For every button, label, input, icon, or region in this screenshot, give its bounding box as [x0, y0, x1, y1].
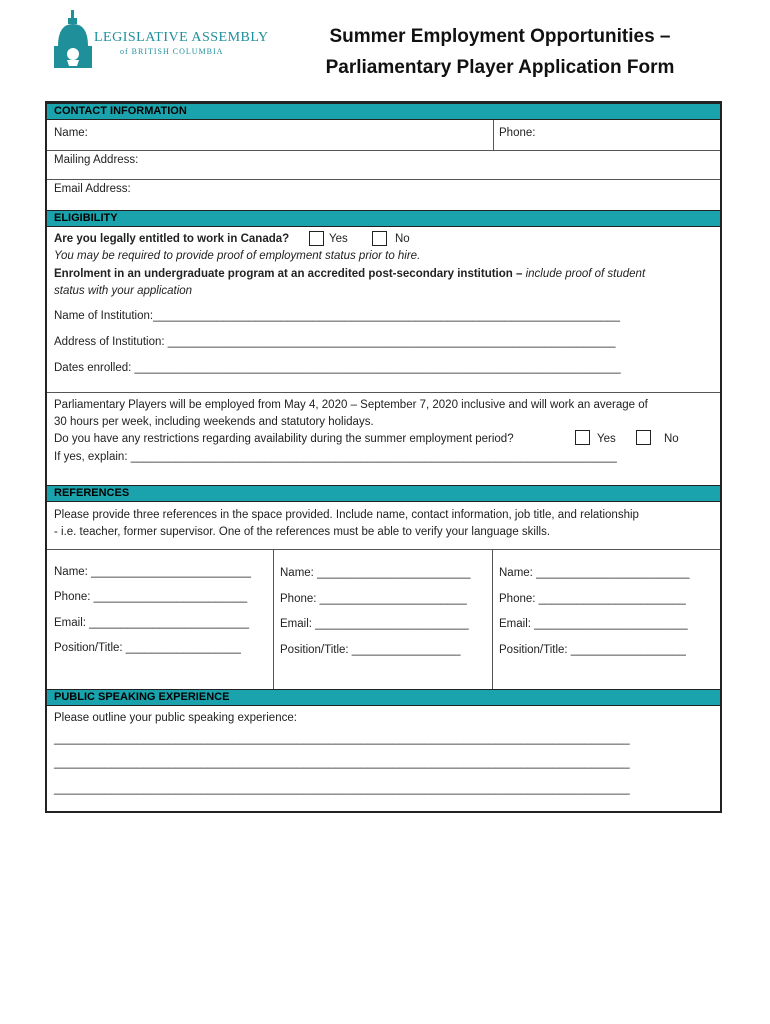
restrictions-explain-field[interactable]: If yes, explain: ____________________________________________________________________________: [54, 451, 617, 463]
references-intro-line2: - i.e. teacher, former supervisor. One of the references must be able to verify your language skills.: [54, 526, 551, 538]
reference-3-name-field[interactable]: Name: ________________________: [499, 567, 690, 579]
page-title-line1: Summer Employment Opportunities –: [329, 26, 671, 47]
employment-terms-line2: 30 hours per week, including weekends and statutory holidays.: [54, 416, 374, 428]
logo-title: LEGISLATIVE ASSEMBLY: [94, 30, 269, 45]
restrictions-no-checkbox[interactable]: [636, 430, 651, 445]
proof-note: You may be required to provide proof of employment status prior to hire.: [54, 250, 421, 262]
work-no-checkbox[interactable]: [372, 231, 387, 246]
institution-address-field[interactable]: Address of Institution: ______________________________________________________________________: [54, 336, 616, 348]
logo-subtitle: of BRITISH COLUMBIA: [120, 47, 224, 56]
reference-1-position-field[interactable]: Position/Title: __________________: [54, 642, 241, 654]
page-title-line2: Parliamentary Player Application Form: [325, 57, 675, 78]
reference-2-phone-field[interactable]: Phone: _______________________: [280, 593, 467, 605]
reference-3-phone-field[interactable]: Phone: _______________________: [499, 593, 686, 605]
eligibility-section-heading: ELIGIBILITY: [47, 210, 720, 227]
employment-terms-line1: Parliamentary Players will be employed from May 4, 2020 – September 7, 2020 inclusive and will work an average of: [54, 399, 648, 411]
speaking-answer-line[interactable]: __________________________________________________________________________________________: [54, 733, 630, 745]
reference-1-email-field[interactable]: Email: _________________________: [54, 617, 250, 629]
enrolment-requirement-italic: include proof of student: [525, 268, 646, 280]
name-field-label[interactable]: Name:: [54, 127, 88, 139]
reference-1-phone-field[interactable]: Phone: ________________________: [54, 591, 248, 603]
enrolment-requirement: [54, 268, 645, 280]
reference-3-email-field[interactable]: Email: ________________________: [499, 618, 688, 630]
restrictions-question: Do you have any restrictions regarding availability during the summer employment period?: [54, 433, 514, 445]
institution-name-field[interactable]: Name of Institution:_________________________________________________________________________: [54, 310, 620, 322]
mailing-address-field-label[interactable]: Mailing Address:: [54, 154, 139, 166]
divider: [493, 120, 494, 150]
work-eligibility-question: Are you legally entitled to work in Canada?: [54, 233, 290, 245]
speaking-answer-line[interactable]: __________________________________________________________________________________________: [54, 783, 630, 795]
enrolment-requirement-italic-2: status with your application: [54, 285, 193, 297]
divider: [47, 150, 720, 151]
work-yes-label: Yes: [329, 233, 348, 245]
reference-2-email-field[interactable]: Email: ________________________: [280, 618, 469, 630]
work-yes-checkbox[interactable]: [309, 231, 324, 246]
dates-enrolled-field[interactable]: Dates enrolled: ____________________________________________________________________________: [54, 362, 621, 374]
divider: [47, 549, 720, 550]
contact-section-heading: CONTACT INFORMATION: [47, 103, 720, 120]
restrictions-yes-checkbox[interactable]: [575, 430, 590, 445]
references-section-heading: REFERENCES: [47, 485, 720, 502]
speaking-answer-line[interactable]: __________________________________________________________________________________________: [54, 757, 630, 769]
phone-field-label[interactable]: Phone:: [499, 127, 536, 139]
divider: [47, 392, 720, 393]
reference-3-position-field[interactable]: Position/Title: __________________: [499, 644, 686, 656]
speaking-section-heading: PUBLIC SPEAKING EXPERIENCE: [47, 689, 720, 706]
application-form: [45, 101, 722, 813]
divider: [492, 549, 493, 689]
enrolment-requirement-bold: Enrolment in an undergraduate program at an accredited post-secondary institution –: [54, 268, 523, 280]
legislative-assembly-logo: [50, 10, 290, 68]
reference-2-position-field[interactable]: Position/Title: _________________: [280, 644, 461, 656]
divider: [47, 179, 720, 180]
reference-2-name-field[interactable]: Name: ________________________: [280, 567, 471, 579]
dome-icon: [52, 10, 94, 68]
email-address-field-label[interactable]: Email Address:: [54, 183, 131, 195]
work-no-label: No: [395, 233, 410, 245]
divider: [273, 549, 274, 689]
restrictions-yes-label: Yes: [597, 433, 616, 445]
restrictions-no-label: No: [664, 433, 679, 445]
references-intro-line1: Please provide three references in the space provided. Include name, contact information, job title, and relationship: [54, 509, 639, 521]
reference-1-name-field[interactable]: Name: _________________________: [54, 566, 251, 578]
speaking-prompt: Please outline your public speaking experience:: [54, 712, 297, 724]
